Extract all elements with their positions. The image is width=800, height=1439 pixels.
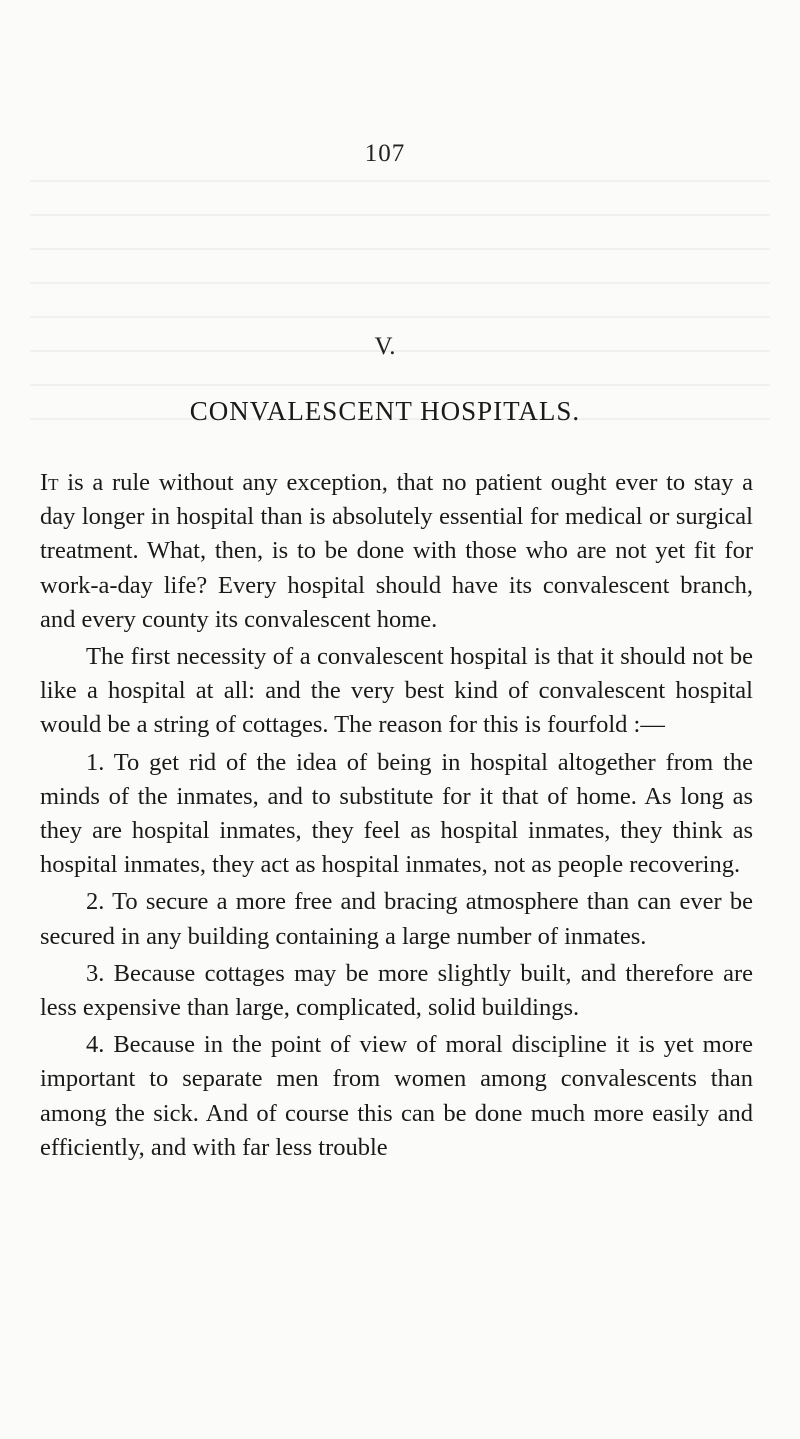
chapter-title: CONVALESCENT HOSPITALS.	[189, 396, 581, 426]
paragraph-reason-3: 3. Because cottages may be more slightly built, and therefore are less expensive than large, complicated, solid buildings.	[40, 959, 753, 1022]
page-number: 107	[364, 140, 406, 167]
paragraph-intro-text: is a rule without any exception, that no patient ought ever to stay a day longer in hospital than is absolutely essential for medical or surgical treatment. What, then, is to be done with those who are not yet fit for work-a-day life? Every hospital should have its convalescent branch, and every county its convalescent home.	[40, 469, 753, 633]
paragraph-reason-2: 2. To secure a more free and bracing atmosphere than can ever be secured in any building containing a large number of inmates.	[40, 888, 753, 950]
chapter-number: V.	[374, 333, 396, 360]
body-text	[40, 466, 753, 1168]
paragraph-reason-1: 1. To get rid of the idea of being in hospital altogether from the minds of the inmates, and to substitute for it that of home. As long as they are hospital inmates, they feel as hospital inmates, they think as hospital inmates, they act as hospital inmates, not as people recovering.	[40, 748, 753, 879]
paragraph-reason-4: 4. Because in the point of view of moral discipline it is yet more important to separate men from women among convalescents than among the sick. And of course this can be done much more easily and efficiently, and with far less trouble	[40, 1031, 753, 1161]
paragraph-intro	[40, 466, 753, 637]
paragraph-lead-word: It	[40, 469, 59, 496]
paragraph-first-necessity: The first necessity of a convalescent hospital is that it should not be like a hospital at all: and the very best kind of convalescent hospital would be a string of cottages. The reason for this is fourfold :—	[40, 643, 753, 739]
